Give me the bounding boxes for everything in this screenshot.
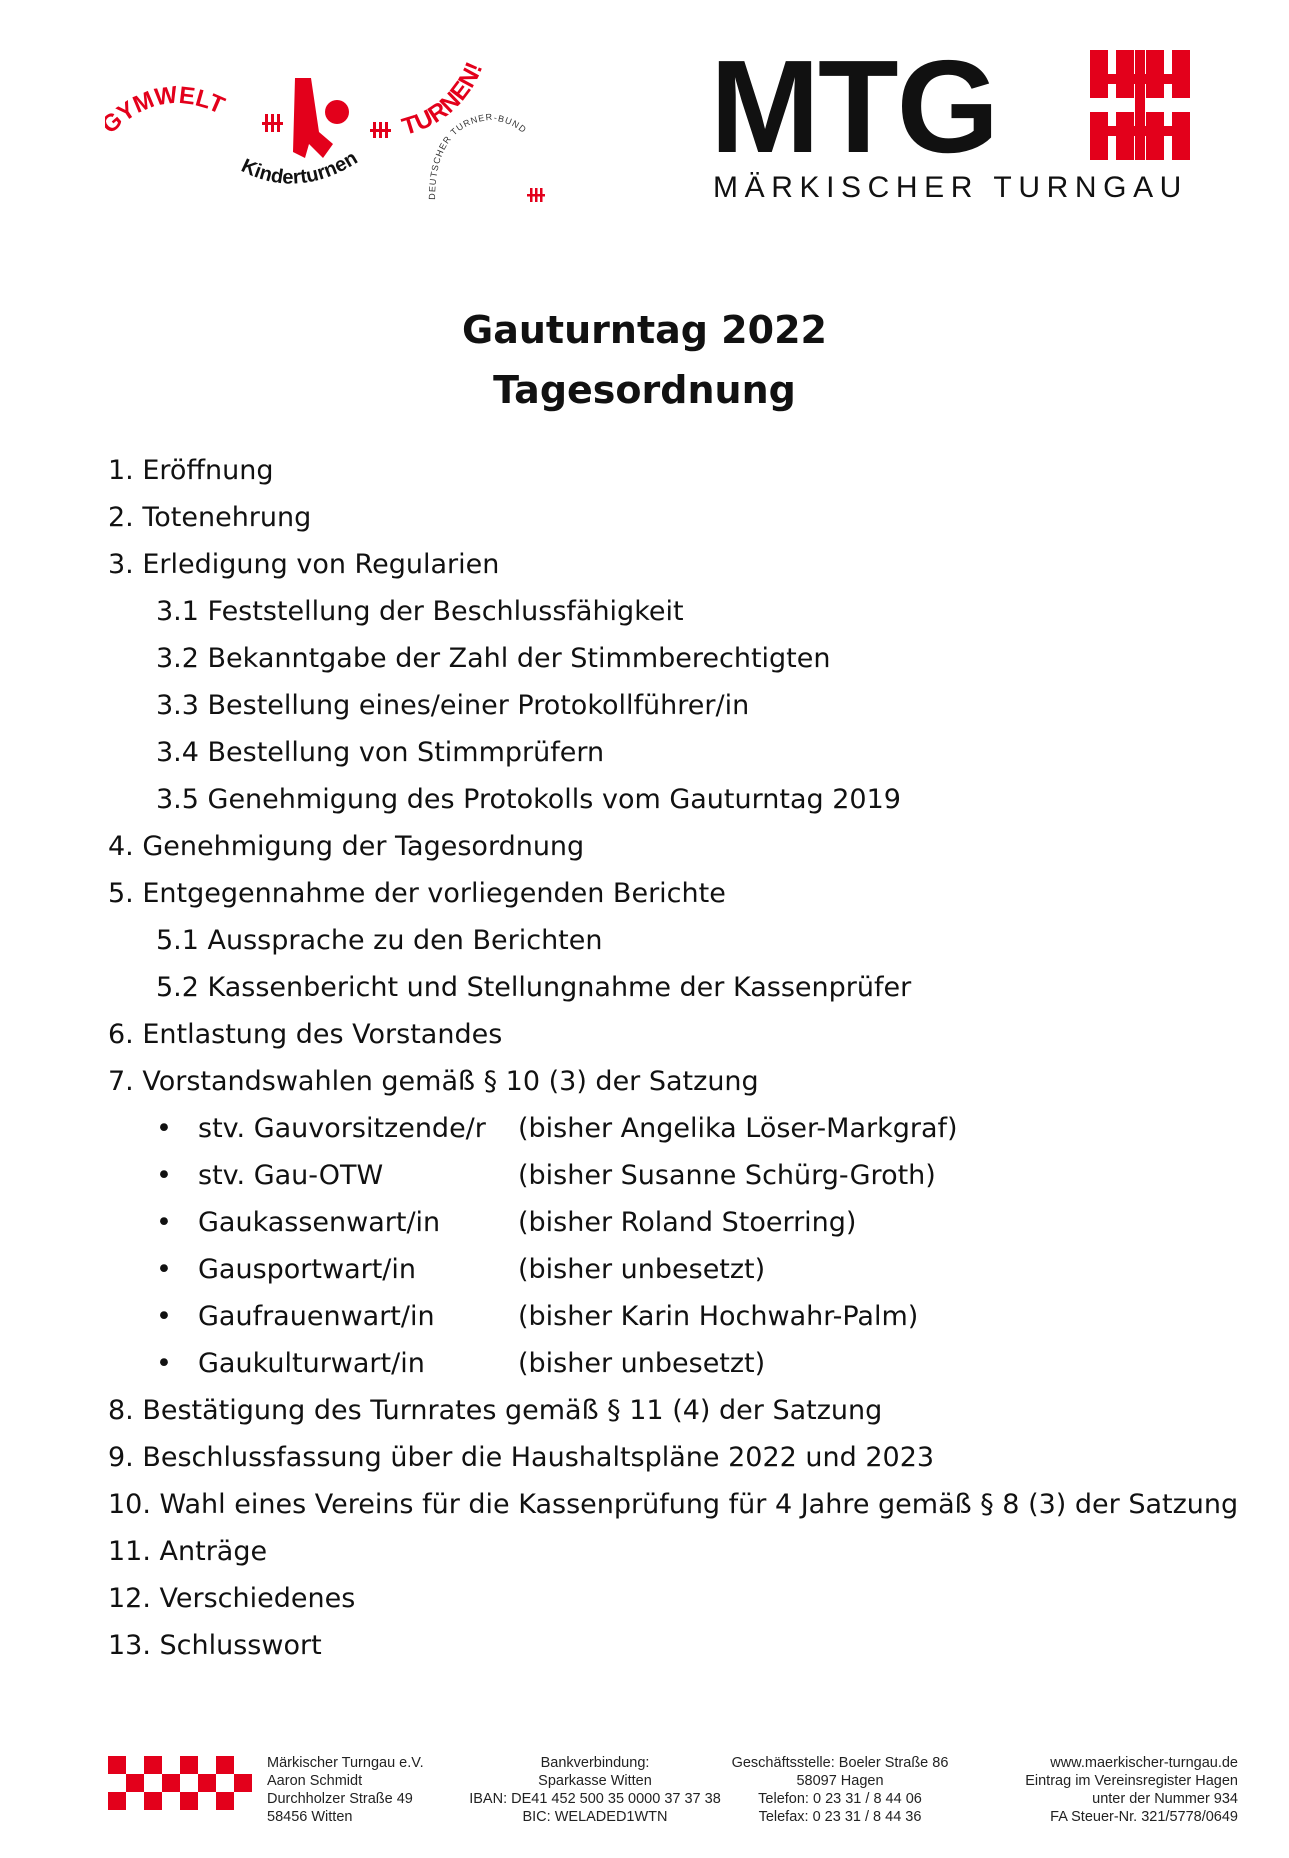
footer-address: Märkischer Turngau e.V. Aaron Schmidt Durchholzer Straße 49 58456 Witten bbox=[267, 1755, 424, 1825]
agenda-item: 2. Totenehrung bbox=[108, 502, 312, 533]
page-subtitle: Tagesordnung bbox=[493, 368, 796, 412]
election-previous: (bisher Roland Stoerring) bbox=[518, 1207, 857, 1238]
dtb-small-emblem-icon bbox=[527, 188, 545, 202]
website-link[interactable]: www.maerkischer-turngau.de bbox=[1050, 1755, 1238, 1771]
bullet-icon: • bbox=[156, 1113, 172, 1144]
gymwelt-text: YMWELT bbox=[112, 81, 229, 128]
bullet-icon: • bbox=[156, 1301, 172, 1332]
mtg-subtitle: MÄRKISCHER TURNGAU bbox=[713, 171, 1188, 204]
bullet-icon: • bbox=[156, 1160, 172, 1191]
bullet-icon: • bbox=[156, 1254, 172, 1285]
dtb-small-emblem-icon bbox=[370, 122, 391, 138]
election-previous: (bisher unbesetzt) bbox=[518, 1254, 766, 1285]
agenda-item: 11. Anträge bbox=[108, 1536, 268, 1567]
agenda-subitem: 3.4 Bestellung von Stimmprüfern bbox=[156, 737, 605, 768]
agenda-subitem: 3.5 Genehmigung des Protokolls vom Gauturntag 2019 bbox=[156, 784, 901, 815]
agenda-item: 5. Entgegennahme der vorliegenden Berichte bbox=[108, 878, 726, 909]
election-role: stv. Gau-OTW bbox=[198, 1160, 384, 1191]
agenda-subitem: 5.1 Aussprache zu den Berichten bbox=[156, 925, 603, 956]
bullet-icon: • bbox=[156, 1348, 172, 1379]
election-previous: (bisher unbesetzt) bbox=[518, 1348, 766, 1379]
agenda-item: 12. Verschiedenes bbox=[108, 1583, 356, 1614]
agenda-subitem: 3.1 Feststellung der Beschlussfähigkeit bbox=[156, 596, 684, 627]
agenda-subitem: 3.2 Bekanntgabe der Zahl der Stimmberechtigten bbox=[156, 643, 831, 674]
page-title: Gauturntag 2022 bbox=[462, 308, 827, 352]
dtb-small-emblem-icon bbox=[262, 114, 283, 132]
election-role: Gaukassenwart/in bbox=[198, 1207, 441, 1238]
agenda-item: 9. Beschlussfassung über die Haushaltspläne 2022 und 2023 bbox=[108, 1442, 935, 1473]
election-role: Gaufrauenwart/in bbox=[198, 1301, 435, 1332]
agenda-item: 1. Eröffnung bbox=[108, 455, 274, 486]
footer-office: Geschäftsstelle: Boeler Straße 86 58097 Hagen Telefon: 0 23 31 / 8 44 06 Telefax: 0 23 31 / 8 44 36 bbox=[731, 1755, 949, 1825]
kinderturnen-text: Kinderturnen bbox=[237, 147, 362, 189]
turnen-text: TURNEN! bbox=[398, 58, 489, 141]
dtb-arc-text: DEUTSCHER TURNER-BUND bbox=[426, 111, 529, 200]
gymwelt-kinderturnen-logo bbox=[105, 40, 665, 210]
election-previous: (bisher Susanne Schürg-Groth) bbox=[518, 1160, 936, 1191]
election-previous: (bisher Karin Hochwahr-Palm) bbox=[518, 1301, 919, 1332]
checkered-emblem-icon bbox=[108, 1756, 258, 1812]
agenda-item: 8. Bestätigung des Turnrates gemäß § 11 (4) der Satzung bbox=[108, 1395, 883, 1426]
agenda-item: 10. Wahl eines Vereins für die Kassenprüfung für 4 Jahre gemäß § 8 (3) der Satzung bbox=[108, 1489, 1239, 1520]
agenda-item: 3. Erledigung von Regularien bbox=[108, 549, 500, 580]
footer-bank: Bankverbindung: Sparkasse Witten IBAN: DE41 452 500 35 0000 37 37 38 BIC: WELADED1WTN bbox=[469, 1755, 721, 1825]
election-previous: (bisher Angelika Löser-Markgraf) bbox=[518, 1113, 958, 1144]
agenda-subitem: 5.2 Kassenbericht und Stellungnahme der Kassenprüfer bbox=[156, 972, 912, 1003]
agenda-item: 13. Schlusswort bbox=[108, 1630, 322, 1661]
election-role: stv. Gauvorsitzende/r bbox=[198, 1113, 486, 1144]
mtg-logo bbox=[710, 33, 1200, 208]
agenda-item: 6. Entlastung des Vorstandes bbox=[108, 1019, 503, 1050]
agenda-item: 4. Genehmigung der Tagesordnung bbox=[108, 831, 585, 862]
agenda-item: 7. Vorstandswahlen gemäß § 10 (3) der Satzung bbox=[108, 1066, 759, 1097]
election-role: Gaukulturwart/in bbox=[198, 1348, 425, 1379]
agenda-subitem: 3.3 Bestellung eines/einer Protokollführer/in bbox=[156, 690, 750, 721]
kinderturnen-figure-icon bbox=[293, 78, 349, 158]
bullet-icon: • bbox=[156, 1207, 172, 1238]
election-role: Gausportwart/in bbox=[198, 1254, 417, 1285]
mtg-logo-text: MTG bbox=[710, 33, 998, 180]
footer-register: www.maerkischer-turngau.de Eintrag im Vereinsregister Hagen unter der Nummer 934 FA Steuer-Nr. 321/5778/0649 bbox=[960, 1754, 1238, 1826]
turner-cross-emblem-icon bbox=[1090, 50, 1190, 160]
